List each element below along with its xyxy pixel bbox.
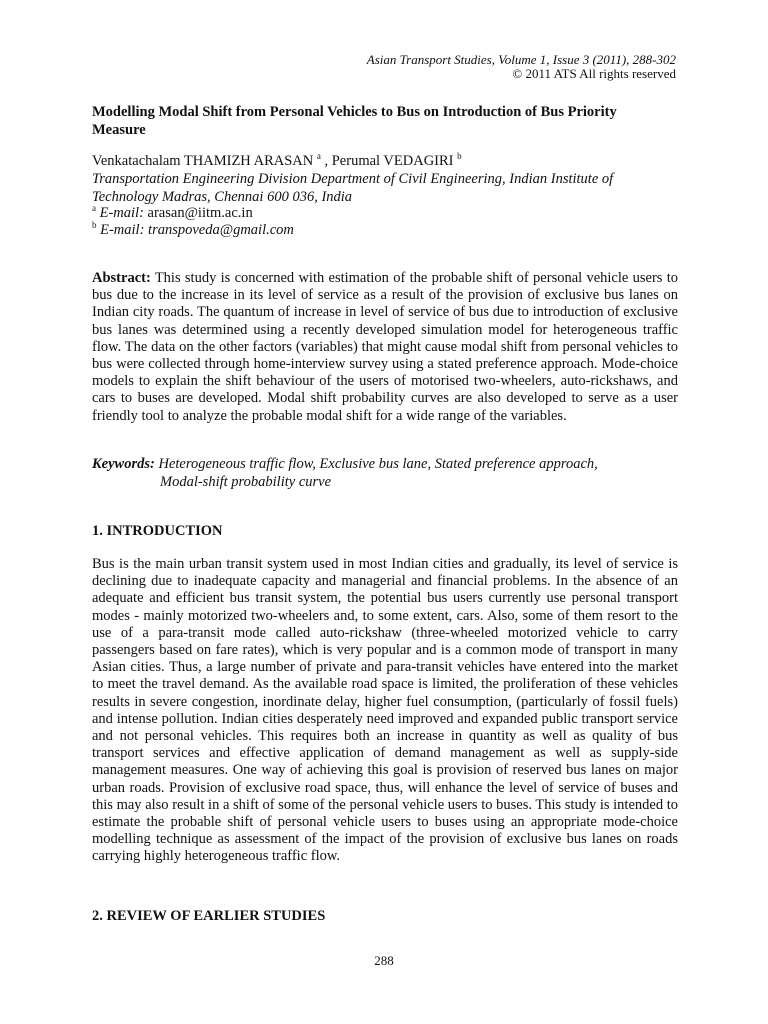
email-b-label: E-mail: bbox=[100, 222, 145, 238]
author-1-marker: a bbox=[316, 151, 321, 161]
paper-title: Modelling Modal Shift from Personal Vehicles to Bus on Introduction of Bus Priority Measure bbox=[92, 104, 617, 138]
introduction-paragraph: Bus is the main urban transit system used in most Indian cities and gradually, its level of service is declining due to inadequate capacity and managerial and financial problems. In the absence of an adequate and efficient bus transit system, the potential bus users currently use personal transport modes - mainly motorized two-wheelers and, to some extent, cars. Also, some of them resort to the use of a para-transit mode called auto-rickshaw (three-wheeled motorized vehicle to carry passengers based on fare rates), which is very popular and is a common mode of transport in many Asian cities. Thus, a large number of private and para-transit vehicles have entered into the market to meet the travel demand. As the available road space is limited, the proliferation of these vehicles results in severe congestion, inordinate delay, higher fuel consumption, (particularly of fossil fuels) and intense pollution. Indian cities desperately need improved and expanded public transport service and not personal vehicles. This requires both an increase in quantity as well as quality of bus transport services and effective application of demand management as well as supply-side management measures. One way of achieving this goal is provision of reserved bus lanes on major urban roads. Provision of exclusive road space, thus, will enhance the level of service of buses and this may also result in a shift of some of the personal vehicle users to buses. This study is intended to estimate the probable shift of personal vehicle users to buses using an appropriate mode-choice modelling technique as assessment of the impact of the provision of exclusive bus lanes on roads carrying highly heterogeneous traffic flow. bbox=[92, 556, 678, 865]
email-b-address[interactable]: transpoveda@gmail.com bbox=[148, 222, 294, 238]
journal-citation: Asian Transport Studies, Volume 1, Issue 3 (2011), 288-302 bbox=[366, 52, 676, 67]
email-a-label: E-mail: bbox=[99, 205, 144, 221]
author-1: Venkatachalam THAMIZH ARASAN bbox=[92, 153, 314, 169]
email-a-address[interactable]: arasan@iitm.ac.in bbox=[147, 205, 253, 221]
author-2-marker: b bbox=[457, 151, 462, 161]
email-a-marker: a bbox=[92, 203, 96, 213]
abstract-label: Abstract: bbox=[92, 270, 151, 286]
email-line-b bbox=[92, 222, 294, 239]
affiliation: Transportation Engineering Division Department of Civil Engineering, Indian Institute of Technology Madras, Chennai 600 036, India bbox=[92, 171, 614, 205]
abstract-text: This study is concerned with estimation of the probable shift of personal vehicle users to bus due to the increase in its level of service as a result of the provision of exclusive bus lanes on Indian city roads. The quantum of increase in level of service of bus due to introduction of exclusive bus lanes was determined using a recently developed simulation model for heterogeneous traffic flow. The data on the other factors (variables) that might cause modal shift from personal vehicles to bus were collected through home-interview survey using a stated preference approach. Mode-choice models to explain the shift behaviour of the users of motorised two-wheelers, auto-rickshaws, and cars to buses are developed. Modal shift probability curves are also developed to serve as a user friendly tool to analyze the probable modal shift for a wide range of the variables. bbox=[92, 270, 678, 424]
copyright-notice: © 2011 ATS All rights reserved bbox=[512, 66, 676, 81]
author-2: Perumal VEDAGIRI bbox=[331, 153, 454, 169]
keywords-line-1 bbox=[92, 456, 678, 474]
email-b-marker: b bbox=[92, 220, 97, 230]
keywords-text-1: Heterogeneous traffic flow, Exclusive bus lane, Stated preference approach, bbox=[154, 456, 598, 472]
keywords-label: Keywords: bbox=[92, 456, 155, 472]
email-line-a bbox=[92, 205, 253, 222]
section-heading-introduction: 1. INTRODUCTION bbox=[92, 523, 223, 539]
page-number: 288 bbox=[374, 953, 394, 968]
author-separator: , bbox=[320, 153, 332, 169]
section-heading-review: 2. REVIEW OF EARLIER STUDIES bbox=[92, 908, 326, 924]
abstract bbox=[92, 270, 678, 425]
author-list bbox=[92, 152, 462, 170]
keywords bbox=[92, 456, 678, 491]
keywords-line-2: Modal-shift probability curve bbox=[160, 473, 332, 490]
